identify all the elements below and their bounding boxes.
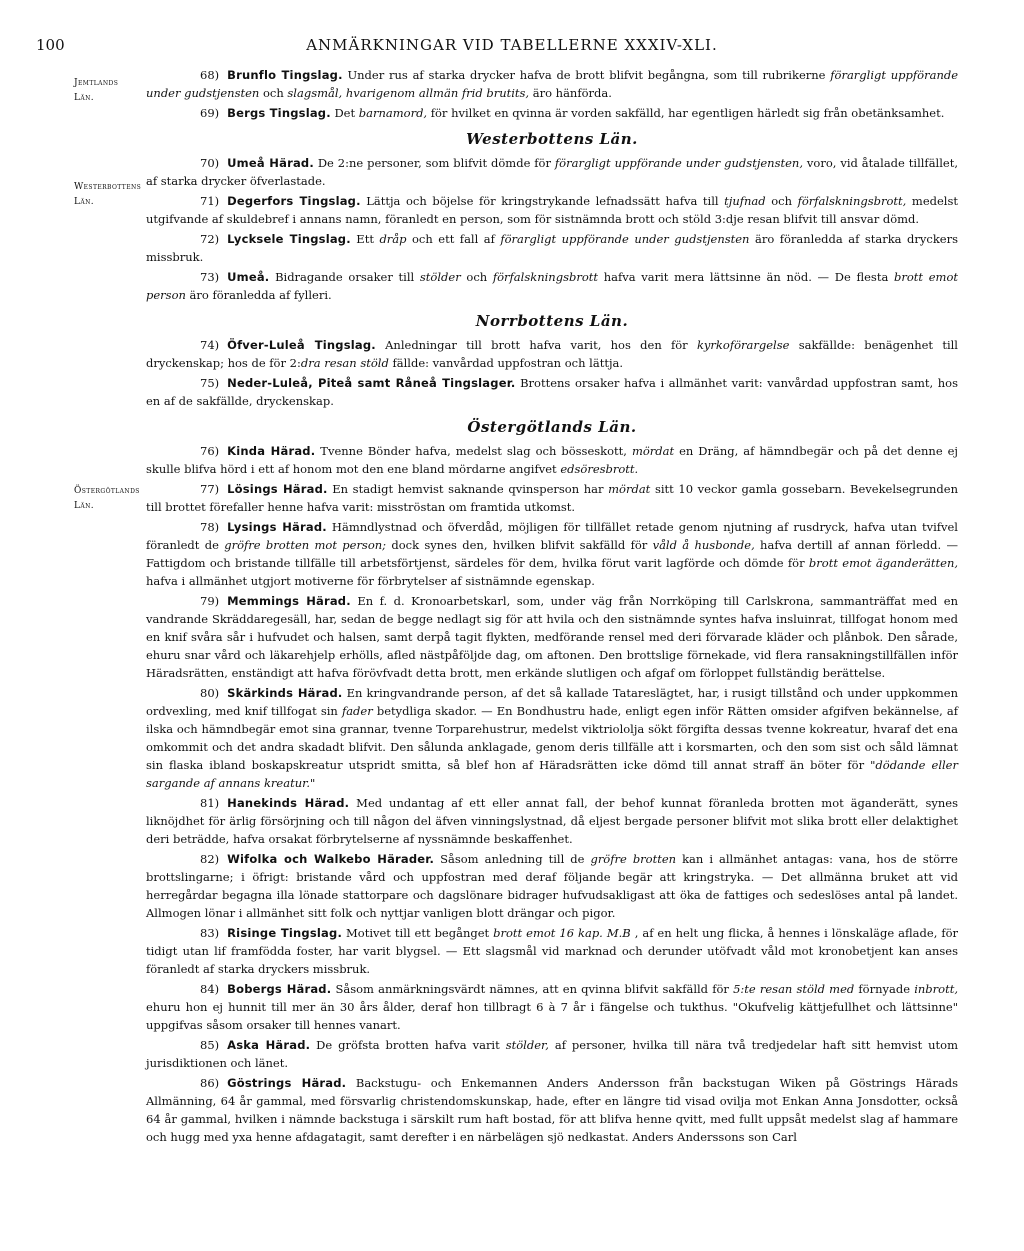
margin-note-jemtlands: Jemtlands Län. <box>74 78 119 103</box>
entry-paragraph <box>146 192 958 228</box>
entry-place: Lycksele Tingslag. <box>227 232 351 246</box>
entry-number: 69) <box>200 106 220 120</box>
section-heading: Östergötlands Län. <box>467 418 637 436</box>
entry-number: 71) <box>200 194 220 208</box>
entry-paragraph <box>146 480 958 516</box>
entry-text: Med undantag af ett eller annat fall, der behof kunnat föranleda brotten mot äganderätt, synes liknöjdhet för ärlig försörjning och till någon del äfven vinningslystnad, då eljest bergade personer blifvit mot slika brott eller delaktighet deri beträdde, hafva orsakat förbrytelserne af nyssnämnde beskaffenhet. <box>146 796 958 846</box>
entry-paragraph <box>146 104 958 122</box>
entry-number: 86) <box>200 1076 220 1090</box>
entry-place: Umeå Härad. <box>227 156 314 170</box>
entry-text: Såsom anmärkningsvärdt nämnes, att en qvinna blifvit sakfälld för 5:te resan stöld med förnyade inbrott, ehuru hon ej hunnit till mer än 30 års ålder, deraf hon tillbragt 6 à 7 år i fängelse och tukthus. "Okufvelig kättjefullhet och lättsinne" uppgifvas såsom orsaker till hennes vanart. <box>146 982 958 1032</box>
running-header: ANMÄRKNINGAR VID TABELLERNE XXXIV-XLI. <box>306 36 718 54</box>
entry-place: Kinda Härad. <box>227 444 316 458</box>
entry-number: 72) <box>200 232 220 246</box>
margin-note-westerbottens: Westerbottens Län. <box>74 182 142 207</box>
entry-place: Göstrings Härad. <box>227 1076 347 1090</box>
entry-place: Öfver-Luleå Tingslag. <box>227 338 376 352</box>
entry-number: 70) <box>200 156 220 170</box>
entry-paragraph <box>146 1074 958 1146</box>
entry-text: De 2:ne personer, som blifvit dömde för förargligt uppförande under gudstjensten, voro, vid åtalade tillfället, af starka drycker öfverlastade. <box>146 156 958 188</box>
entry-paragraph <box>146 154 958 190</box>
entry-paragraph <box>146 850 958 922</box>
entry-text: Brottens orsaker hafva i allmänhet varit: vanvårdad uppfostran samt, hos en af de sakfällde, dryckenskap. <box>146 376 958 408</box>
entry-paragraph <box>146 336 958 372</box>
entry-place: Aska Härad. <box>227 1038 311 1052</box>
entry-place: Bergs Tingslag. <box>227 106 331 120</box>
entry-number: 79) <box>200 594 220 608</box>
entry-place: Umeå. <box>227 270 270 284</box>
section-heading: Norrbottens Län. <box>475 312 629 330</box>
entry-paragraph <box>146 374 958 410</box>
entry-paragraph <box>146 924 958 978</box>
entry-paragraph <box>146 592 958 682</box>
entry-place: Hanekinds Härad. <box>227 796 350 810</box>
entry-number: 80) <box>200 686 220 700</box>
entry-paragraph <box>146 66 958 102</box>
entry-paragraph <box>146 268 958 304</box>
entry-place: Skärkinds Härad. <box>227 686 343 700</box>
entry-paragraph <box>146 684 958 792</box>
entry-place: Bobergs Härad. <box>227 982 332 996</box>
entry-text: Lättja och böjelse för kringstrykande lefnadssätt hafva till tjufnad och förfalskningsbrott, medelst utgifvande af skuldebref i annans namn, föranledt en person, som för sistnämnda brott och stöld 3:dje resan blifvit till ansvar dömd. <box>146 194 958 226</box>
entry-text: Bidragande orsaker till stölder och förfalskningsbrott hafva varit mera lättsinne än nöd. — De flesta brott emot person äro föranledda af fylleri. <box>146 270 958 302</box>
entry-number: 77) <box>200 482 220 496</box>
entry-text: Såsom anledning till de gröfre brotten kan i allmänhet antagas: vana, hos de större brottslingarne; i öfrigt: bristande vård och uppfostran med deraf följande begär att kringstryka. — Det allmänna bruket att vid herregårdar begagna illa lönade stattorpare och dagslönare bidrager hufvudsakligast att öka de fattiges och sedeslöses antal på landet. Allmogen lönar i allmänhet sitt folk och nyttjar vanligen blott drängar och pigor. <box>146 852 958 920</box>
entry-text: De gröfsta brotten hafva varit stölder, af personer, hvilka till nära två tredjedelar haft sitt hemvist utom jurisdiktionen och länet. <box>146 1038 959 1070</box>
entry-text: Under rus af starka drycker hafva de brott blifvit begångna, som till rubrikerne förargligt uppförande under gudstjensten och slagsmål, hvarigenom allmän frid brutits, äro hänförda. <box>146 68 959 100</box>
margin-note-ostergotlands: Östergötlands Län. <box>74 486 140 511</box>
entry-number: 83) <box>200 926 220 940</box>
entry-place: Lösings Härad. <box>227 482 328 496</box>
entry-paragraph <box>146 518 958 590</box>
entry-place: Neder-Luleå, Piteå samt Råneå Tingslager. <box>227 376 516 390</box>
entry-place: Lysings Härad. <box>227 520 327 534</box>
entry-number: 78) <box>200 520 220 534</box>
entry-text: Hämndlystnad och öfverdåd, möjligen för tillfället retade genom njutning af rusdryck, hafva utan tvifvel föranledt de gröfre brotten mot person; dock synes den, hvilken blifvit sakfälld för våld å husbonde, hafva dertill af annan förledd. — Fattigdom och bristande tillfälle till arbetsförtjenst, särdeles för dem, hvilka förut varit lagförde och dömde för brott emot äganderätten, hafva i allmänhet utgjort motiverne för förbrytelser af sistnämnde egenskap. <box>146 520 959 588</box>
entry-number: 76) <box>200 444 220 458</box>
section-heading: Westerbottens Län. <box>466 130 638 148</box>
entry-text: En kringvandrande person, af det så kallade Tatareslägtet, har, i rusigt tillstånd och under uppkommen ordvexling, med knif tillfogat sin fader betydliga skador. — En Bondhustru hade, enligt egen inför Rätten omsider afgifven bekännelse, af ilska och hämndbegär emot sina grannar, tvenne Torparehustrur, medelst viktriololja sökt förgifta dessas tvenne kokreatur, hvaraf det ena omkommit och det andra skadadt blifvit. Den sålunda anklagade, genom deris tillfälle att i korsmarten, och den som sist och såld lämnat sin flaska ibland boskapskreatur utspridt smitta, så blef hon af Häradsrätten icke dömd till annat straff än böter för "dödande eller sargande af annans kreatur." <box>146 686 958 790</box>
entry-text: Det barnamord, för hvilket en qvinna är vorden sakfälld, har egentligen härledt sig från obetänksamhet. <box>330 106 945 120</box>
entry-paragraph <box>146 1036 958 1072</box>
entry-text: Backstugu- och Enkemannen Anders Andersson från backstugan Wiken på Göstrings Härads Allmänning, 64 år gammal, med försvarlig christendomskunskap, hade, efter en längre tid visad ovilja mot Enkan Anna Jonsdotter, också 64 år gammal, hvilken i nämnde backstuga i särskilt rum haft bostad, för att blifva henne qvitt, med fullt uppsåt medelst slag af hammare och hugg med yxa henne afdagatagit, samt derefter i en närbelägen sjö nedkastat. Anders Anderssons son Carl <box>146 1076 958 1144</box>
entry-paragraph <box>146 794 958 848</box>
entry-paragraph <box>146 980 958 1034</box>
entry-text: En f. d. Kronoarbetskarl, som, under väg från Norrköping till Carlskrona, sammanträffat med en vandrande Skräddaregesäll, har, sedan de begge nedlagt sig för att hvila och den sistnämnde syntes hafva insluinrat, tillfogat honom med en knif svåra sår i hufvudet och halsen, samt derpå tagit flykten, medförande rensel med deri förvarade kläder och plånbok. Den sårade, ehuru snar vård och läkarehjelp erhölls, afled nästpåföljde dag, om aftonen. Den brottslige förnekade, vid flera ransakningstillfällen inför Häradsrätten, enständigt att hafva förövfvadt detta brott, men erkände slutligen och afgaf om förloppet fullständig berättelse. <box>146 594 959 680</box>
entry-text: Tvenne Bönder hafva, medelst slag och bösseskott, mördat en Dräng, af hämndbegär och på det denne ej skulle blifva hörd i ett af honom mot den ene bland mördarne angifvet edsöresbrott. <box>146 444 958 476</box>
entry-number: 68) <box>200 68 220 82</box>
entry-text: Motivet till ett begånget brott emot 16 kap. M.B , af en helt ung flicka, å hennes i lönskaläge aflade, för tidigt utan lif framfödda foster, har varit blygsel. — Ett slagsmål vid marknad och derunder utöfvadt våld mot kronobetjent kan anses föranledt af starka dryckers missbruk. <box>146 926 959 976</box>
entry-place: Memmings Härad. <box>227 594 351 608</box>
entry-paragraph <box>146 230 958 266</box>
entry-place: Risinge Tingslag. <box>227 926 343 940</box>
document-body <box>146 66 958 1148</box>
entry-text: En stadigt hemvist saknande qvinsperson har mördat sitt 10 veckor gamla gossebarn. Bevekelsegrunden till brottet förefaller henne hafva varit: misströstan om framtida utkomst. <box>146 482 958 514</box>
entry-number: 73) <box>200 270 220 284</box>
entry-place: Wifolka och Walkebo Härader. <box>227 852 435 866</box>
entry-text: Anledningar till brott hafva varit, hos den för kyrkoförargelse sakfällde: benägenhet till dryckenskap; hos de för 2:dra resan stöld fällde: vanvårdad uppfostran och lättja. <box>146 338 958 370</box>
entry-number: 75) <box>200 376 220 390</box>
entry-number: 84) <box>200 982 220 996</box>
entry-paragraph <box>146 442 958 478</box>
entry-number: 82) <box>200 852 220 866</box>
entry-number: 74) <box>200 338 220 352</box>
entry-place: Brunflo Tingslag. <box>227 68 343 82</box>
entry-number: 85) <box>200 1038 220 1052</box>
entry-text: Ett dråp och ett fall af förargligt uppförande under gudstjensten äro föranledda af starka dryckers missbruk. <box>146 232 958 264</box>
page-number: 100 <box>36 36 65 54</box>
entry-number: 81) <box>200 796 220 810</box>
entry-place: Degerfors Tingslag. <box>227 194 361 208</box>
